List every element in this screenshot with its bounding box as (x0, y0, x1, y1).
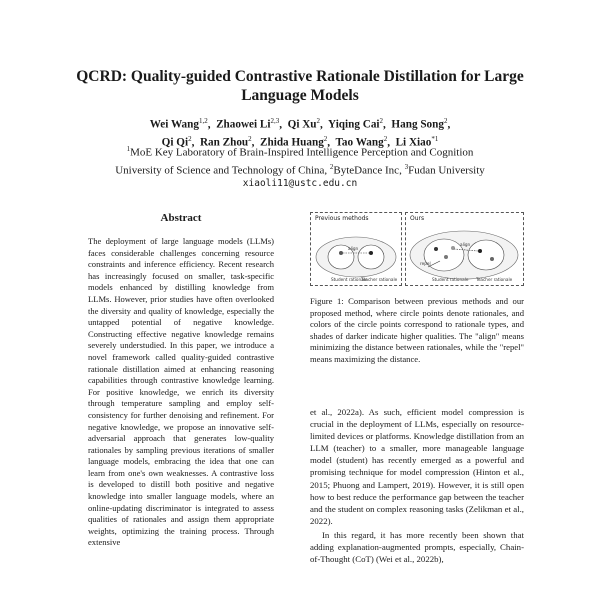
author-name: Zhaowei Li (216, 118, 271, 131)
rationale-point (434, 247, 438, 251)
abstract-text: The deployment of large language models (LLMs) faces considerable challenges concerning resource constraints and inference efficiency. Recent research has increasingly focused on smaller, task-specific models enhanced by distilling knowledge from LLMs. However, prior studies have often overlooked the diversity and quality of knowledge, especially the untapped potential of negative knowledge. Constructing effective negative knowledge remains severely understudied. In this paper, we introduce a novel framework called quality-guided contrastive rationale distillation aimed at enhancing reasoning capabilities through contrastive knowledge learning. For positive knowledge, we enrich its diversity through temperature sampling and employ self-consistency for further denoising and refinement. For negative knowledge, we propose an innovative self-adversarial approach that generates low-quality rationales by sampling previous iterations of smaller language models, embracing the idea that one can learn from one's own weaknesses. A contrastive loss is developed to distill both positive and negative knowledge into smaller language models, where an online-updating discriminator is integrated to assess qualities of rationales and assign them appropriate weights, optimizing the training process. Through extensive (88, 236, 274, 548)
author-name: Qi Xu (287, 118, 317, 131)
teacher-caption: Teacher rationale (361, 277, 398, 282)
author-name: Li Xiao (395, 136, 432, 149)
rationale-point (444, 255, 448, 259)
rationale-point (478, 249, 482, 253)
affiliation-2: University of Science and Technology of China, $^2$ByteDance Inc, $^3$Fudan University (115, 162, 485, 177)
abstract-body (88, 236, 274, 549)
figure-1 (310, 212, 524, 288)
author-name: Qi Qi (161, 136, 189, 149)
student-caption: Student rationale (432, 277, 469, 282)
figure-panel-ours (405, 212, 524, 286)
align-label: align (348, 246, 359, 251)
align-label: align (460, 242, 471, 247)
teacher-ellipse (358, 245, 384, 269)
repel-label: repel (420, 261, 431, 266)
previous-diagram (311, 213, 401, 285)
author-name: Tao Wang (335, 136, 384, 149)
author-name: Wei Wang (149, 118, 199, 131)
rationale-point (490, 257, 494, 261)
author-email[interactable]: xiaoli11@ustc.edu.cn (242, 178, 358, 190)
student-caption: Student rationale (331, 277, 368, 282)
rationale-point (369, 251, 373, 255)
body-paragraph: et al., 2022a). As such, efficient model compression is crucial in the deployment of LLMs, especially on resource-limited devices or platforms. Knowledge distillation from an LLM (teacher) to a smaller, more manageable language model (student) has recently emerged as a powerful and promising technique for model compression (Hinton et al., 2015; Phuong and Lampert, 2019). However, it is still open how to best reduce the performance gap between the teacher and the student on complex reasoning tasks (Zelikman et al., 2022). (310, 407, 524, 526)
affiliations (60, 142, 540, 191)
rationale-point (339, 251, 343, 255)
author-line-2: Qi Qi$^2$, Ran Zhou$^2$, Zhida Huang$^2$, Tao Wang$^2$, Li Xiao$^{*1}$ (161, 134, 439, 149)
abstract-heading: Abstract (160, 212, 202, 224)
rationale-point (451, 246, 455, 250)
figure-caption: Figure 1: Comparison between previous methods and our proposed method, where circle points denote rationales, and colors of the circle points correspond to rationale types, and shades of darker indicate higher qualities. The "align" means minimizing the distance between rationales, while the "repel" means maximizing the distance. (310, 296, 524, 364)
teacher-ellipse (468, 240, 504, 270)
affiliation-1: $^1$MoE Key Laboratory of Brain-Inspired Intelligence Perception and Cognition (126, 145, 474, 159)
ours-diagram (406, 213, 523, 285)
author-name: Ran Zhou (199, 136, 249, 149)
author-name: Yiqing Cai (328, 118, 380, 131)
figure-panel-previous (310, 212, 402, 286)
author-name: Zhida Huang (260, 136, 324, 149)
panel-label: Previous methods (315, 215, 369, 222)
right-column-body (310, 406, 524, 565)
teacher-caption: Teacher rationale (476, 277, 513, 282)
paper-title: QCRD: Quality-guided Contrastive Rationale Distillation for Large Language Models (76, 68, 524, 104)
body-paragraph: In this regard, it has more recently been shown that adding explanation-augmented prompts, especially, Chain-of-Thought (CoT) (Wei et al., 2022b), (310, 529, 524, 565)
panel-label: Ours (410, 215, 425, 222)
author-line-1: Wei Wang$^{1,2}$, Zhaowei Li$^{2,3}$, Qi Xu$^2$, Yiqing Cai$^2$, Hang Song$^2$, (149, 117, 451, 131)
author-name: Hang Song (391, 118, 444, 131)
